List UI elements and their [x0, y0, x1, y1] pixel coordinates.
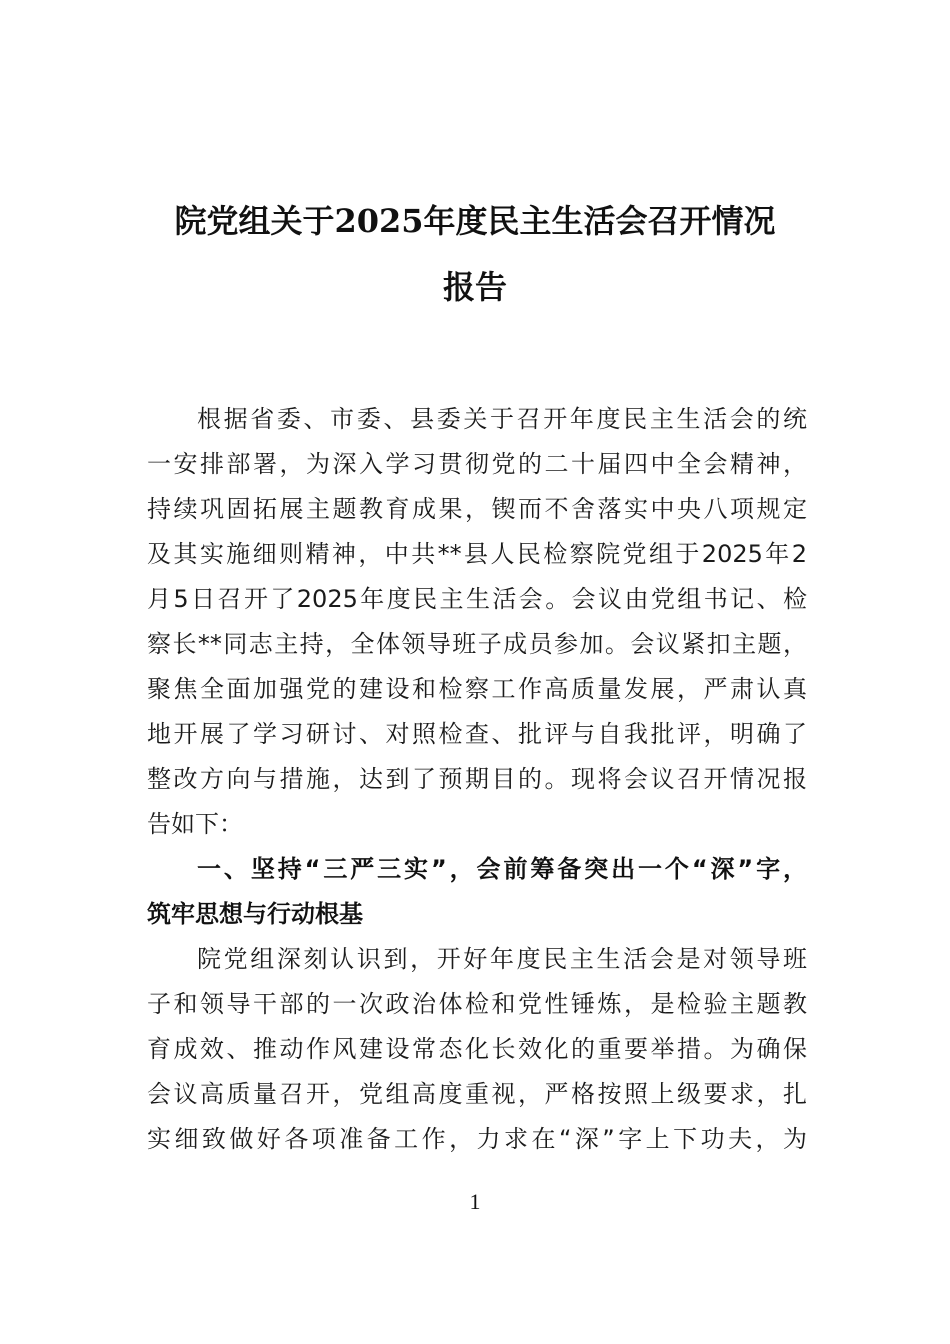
text-line: 察长**同志主持，全体领导班子成员参加。会议紧扣主题，: [147, 630, 807, 658]
paragraph-intro: [147, 397, 807, 847]
text-line: 月5日召开了2025年度民主生活会。会议由党组书记、检: [147, 585, 807, 613]
heading-line: 一、坚持“三严三实”，会前筹备突出一个“深”字，: [197, 855, 807, 883]
text-line: 整改方向与措施，达到了预期目的。现将会议召开情况报: [147, 765, 807, 793]
heading-line: 筑牢思想与行动根基: [147, 900, 363, 928]
title-line-2: 报告: [442, 268, 507, 306]
text-line: 聚焦全面加强党的建设和检察工作高质量发展，严肃认真: [147, 675, 807, 703]
text-line: 地开展了学习研讨、对照检查、批评与自我批评，明确了: [147, 720, 807, 748]
page-number: 1: [469, 1189, 481, 1214]
text-line: 子和领导干部的一次政治体检和党性锤炼，是检验主题教: [147, 990, 807, 1018]
text-line: 实细致做好各项准备工作，力求在“深”字上下功夫，为: [147, 1125, 807, 1153]
text-line: 院党组深刻认识到，开好年度民主生活会是对领导班: [197, 945, 807, 973]
text-line: 持续巩固拓展主题教育成果，锲而不舍落实中央八项规定: [147, 495, 807, 523]
text-line: 及其实施细则精神，中共**县人民检察院党组于2025年2: [147, 540, 807, 568]
text-line: 根据省委、市委、县委关于召开年度民主生活会的统: [197, 405, 807, 433]
text-line: 育成效、推动作风建设常态化长效化的重要举措。为确保: [147, 1035, 807, 1063]
document-body: [147, 397, 807, 1162]
text-line: 告如下：: [147, 810, 243, 838]
text-line: 会议高质量召开，党组高度重视，严格按照上级要求，扎: [147, 1080, 807, 1108]
section-heading-1: [147, 847, 807, 937]
document-title: [100, 188, 850, 320]
paragraph-section-1: [147, 937, 807, 1162]
text-line: 一安排部署，为深入学习贯彻党的二十届四中全会精神，: [147, 450, 807, 478]
title-line-1: 院党组关于2025年度民主生活会召开情况: [174, 202, 776, 240]
